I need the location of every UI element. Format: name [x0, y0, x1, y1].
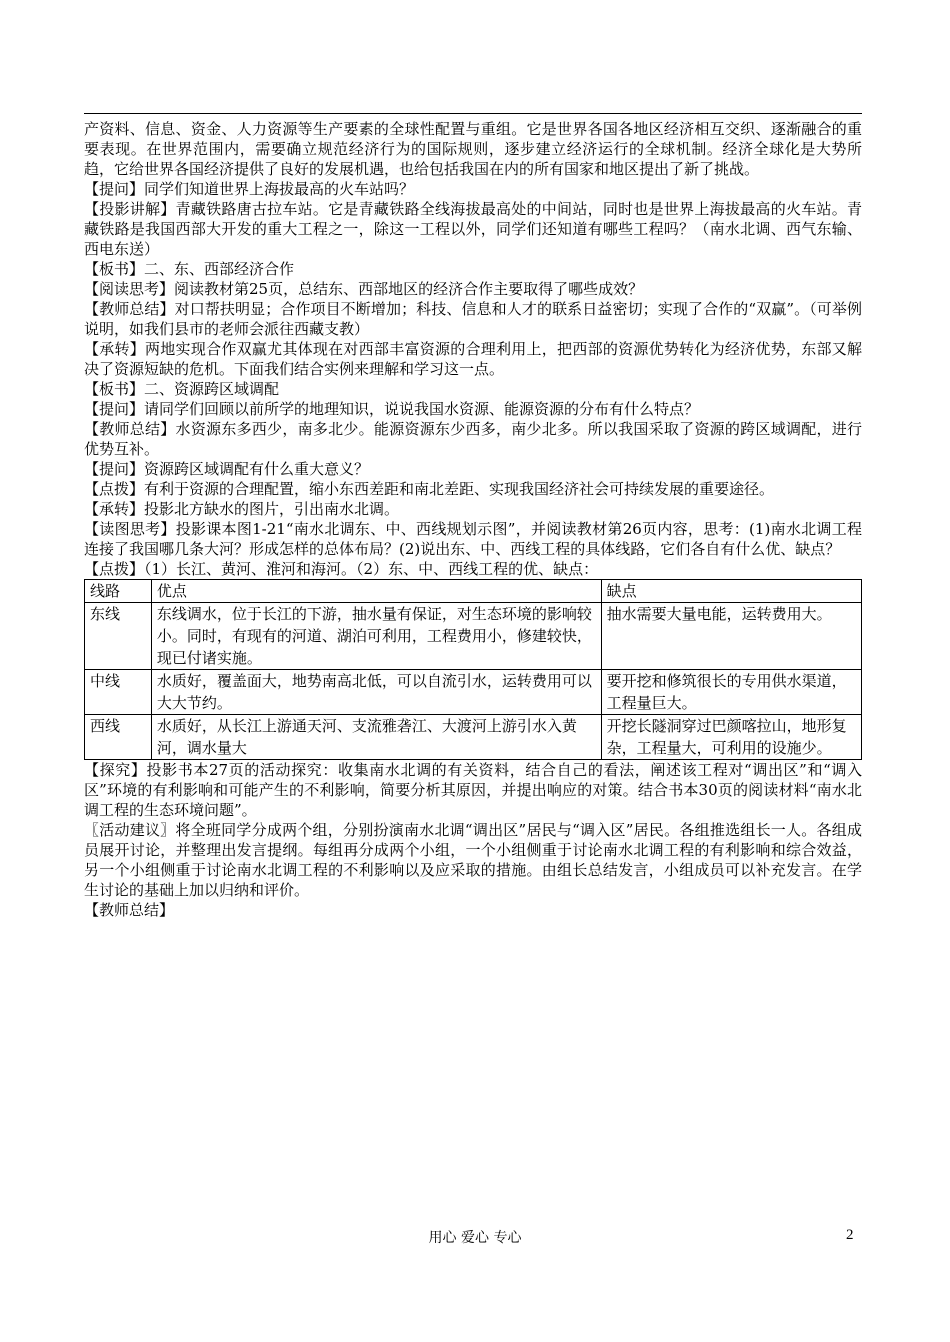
page-number: 2: [846, 1227, 854, 1243]
paragraph: 【教师总结】水资源东多西少，南多北少。能源资源东少西多，南少北多。所以我国采取了资源的跨区域调配，进行优势互补。: [84, 420, 862, 458]
table-cell: 东线调水，位于长江的下游，抽水量有保证，对生态环境的影响较小。同时，有现有的河道、湖泊可利用，工程费用小，修建较快，现已付诸实施。: [151, 603, 601, 670]
paragraph: 【承转】投影北方缺水的图片，引出南水北调。: [84, 500, 400, 518]
paragraph: 【教师总结】对口帮扶明显；合作项目不断增加；科技、信息和人才的联系日益密切；实现了合作的“双赢”。（可举例说明，如我们县市的老师会派往西藏支教）: [84, 300, 862, 338]
paragraph: 〖活动建议〗将全班同学分成两个组，分别扮演南水北调“调出区”居民与“调入区”居民。各组推选组长一人。各组成员展开讨论，并整理出发言提纲。每组再分成两个小组，一个小组侧重于讨论南水北调工程的有利影响和综合效益，另一个小组侧重于讨论南水北调工程的不利影响以及应采取的措施。由组长总结发言，小组成员可以补充发言。在学生讨论的基础上加以归纳和评价。: [84, 821, 862, 899]
paragraph: 【阅读思考】阅读教材第25页，总结东、西部地区的经济合作主要取得了哪些成效？: [84, 280, 644, 298]
table-cell: 水质好，从长江上游通天河、支流雅砻江、大渡河上游引水入黄河，调水量大: [151, 715, 601, 760]
table-header-cell: 优点: [151, 580, 601, 603]
paragraph: 【提问】同学们知道世界上海拔最高的火车站吗？: [84, 180, 415, 198]
header-rule: [84, 113, 862, 114]
table-header-row: [85, 580, 862, 603]
document-body: [84, 119, 862, 920]
paragraph: 【点拨】有利于资源的合理配置，缩小东西差距和南北差距、实现我国经济社会可持续发展的重要途径。: [84, 480, 775, 498]
page-footer: 用心 爱心 专心: [428, 1230, 522, 1246]
table-cell: 水质好，覆盖面大，地势南高北低，可以自流引水，运转费用可以大大节约。: [151, 670, 601, 715]
table-cell: 东线: [85, 603, 152, 670]
table-header-cell: 缺点: [601, 580, 861, 603]
table-row: [85, 715, 862, 760]
paragraph: 产资料、信息、资金、人力资源等生产要素的全球性配置与重组。它是世界各国各地区经济相互交织、逐渐融合的重要表现。在世界范围内，需要确立规范经济行为的国际规则，逐步建立经济运行的全球机制。经济全球化是大势所趋，它给世界各国经济提供了良好的发展机遇，也给包括我国在内的所有国家和地区提出了新了挑战。: [84, 120, 862, 178]
paragraph: 【教师总结】: [84, 901, 175, 919]
paragraph: 【板书】二、东、西部经济合作: [84, 260, 295, 278]
paragraph: 【板书】二、资源跨区域调配: [84, 380, 280, 398]
table-cell: 要开挖和修筑很长的专用供水渠道，工程量巨大。: [601, 670, 861, 715]
table-cell: 抽水需要大量电能，运转费用大。: [601, 603, 861, 670]
table-row: [85, 603, 862, 670]
table-cell: 开挖长隧洞穿过巴颜喀拉山，地形复杂，工程量大，可利用的设施少。: [601, 715, 861, 760]
table-header-cell: 线路: [85, 580, 152, 603]
table-row: [85, 670, 862, 715]
table-cell: 西线: [85, 715, 152, 760]
paragraph: 【投影讲解】青藏铁路唐古拉车站。它是青藏铁路全线海拔最高处的中间站，同时也是世界上海拔最高的火车站。青藏铁路是我国西部大开发的重大工程之一，除这一工程以外，同学们还知道有哪些工程吗？（南水北调、西气东输、西电东送）: [84, 200, 862, 258]
paragraph: 【读图思考】投影课本图1-21“南水北调东、中、西线规划示图”，并阅读教材第26页内容，思考：(1)南水北调工程连接了我国哪几条大河？形成怎样的总体布局？(2)说出东、中、西线工程的具体线路，它们各自有什么优、缺点？: [84, 520, 862, 558]
table-cell: 中线: [85, 670, 152, 715]
paragraph: 【提问】资源跨区域调配有什么重大意义？: [84, 460, 370, 478]
paragraph: 【探究】投影书本27页的活动探究：收集南水北调的有关资料，结合自己的看法，阐述该工程对“调出区”和“调入区”环境的有利影响和可能产生的不利影响，简要分析其原因，并提出响应的对策。结合书本30页的阅读材料“南水北调工程的生态环境问题”。: [84, 761, 862, 819]
paragraph: 【点拨】（1）长江、黄河、淮河和海河。（2）东、中、西线工程的优、缺点：: [84, 560, 599, 578]
route-comparison-table: [84, 579, 862, 760]
paragraph: 【提问】请同学们回顾以前所学的地理知识，说说我国水资源、能源资源的分布有什么特点？: [84, 400, 700, 418]
paragraph: 【承转】两地实现合作双赢尤其体现在对西部丰富资源的合理利用上，把西部的资源优势转化为经济优势，东部又解决了资源短缺的危机。下面我们结合实例来理解和学习这一点。: [84, 340, 862, 378]
